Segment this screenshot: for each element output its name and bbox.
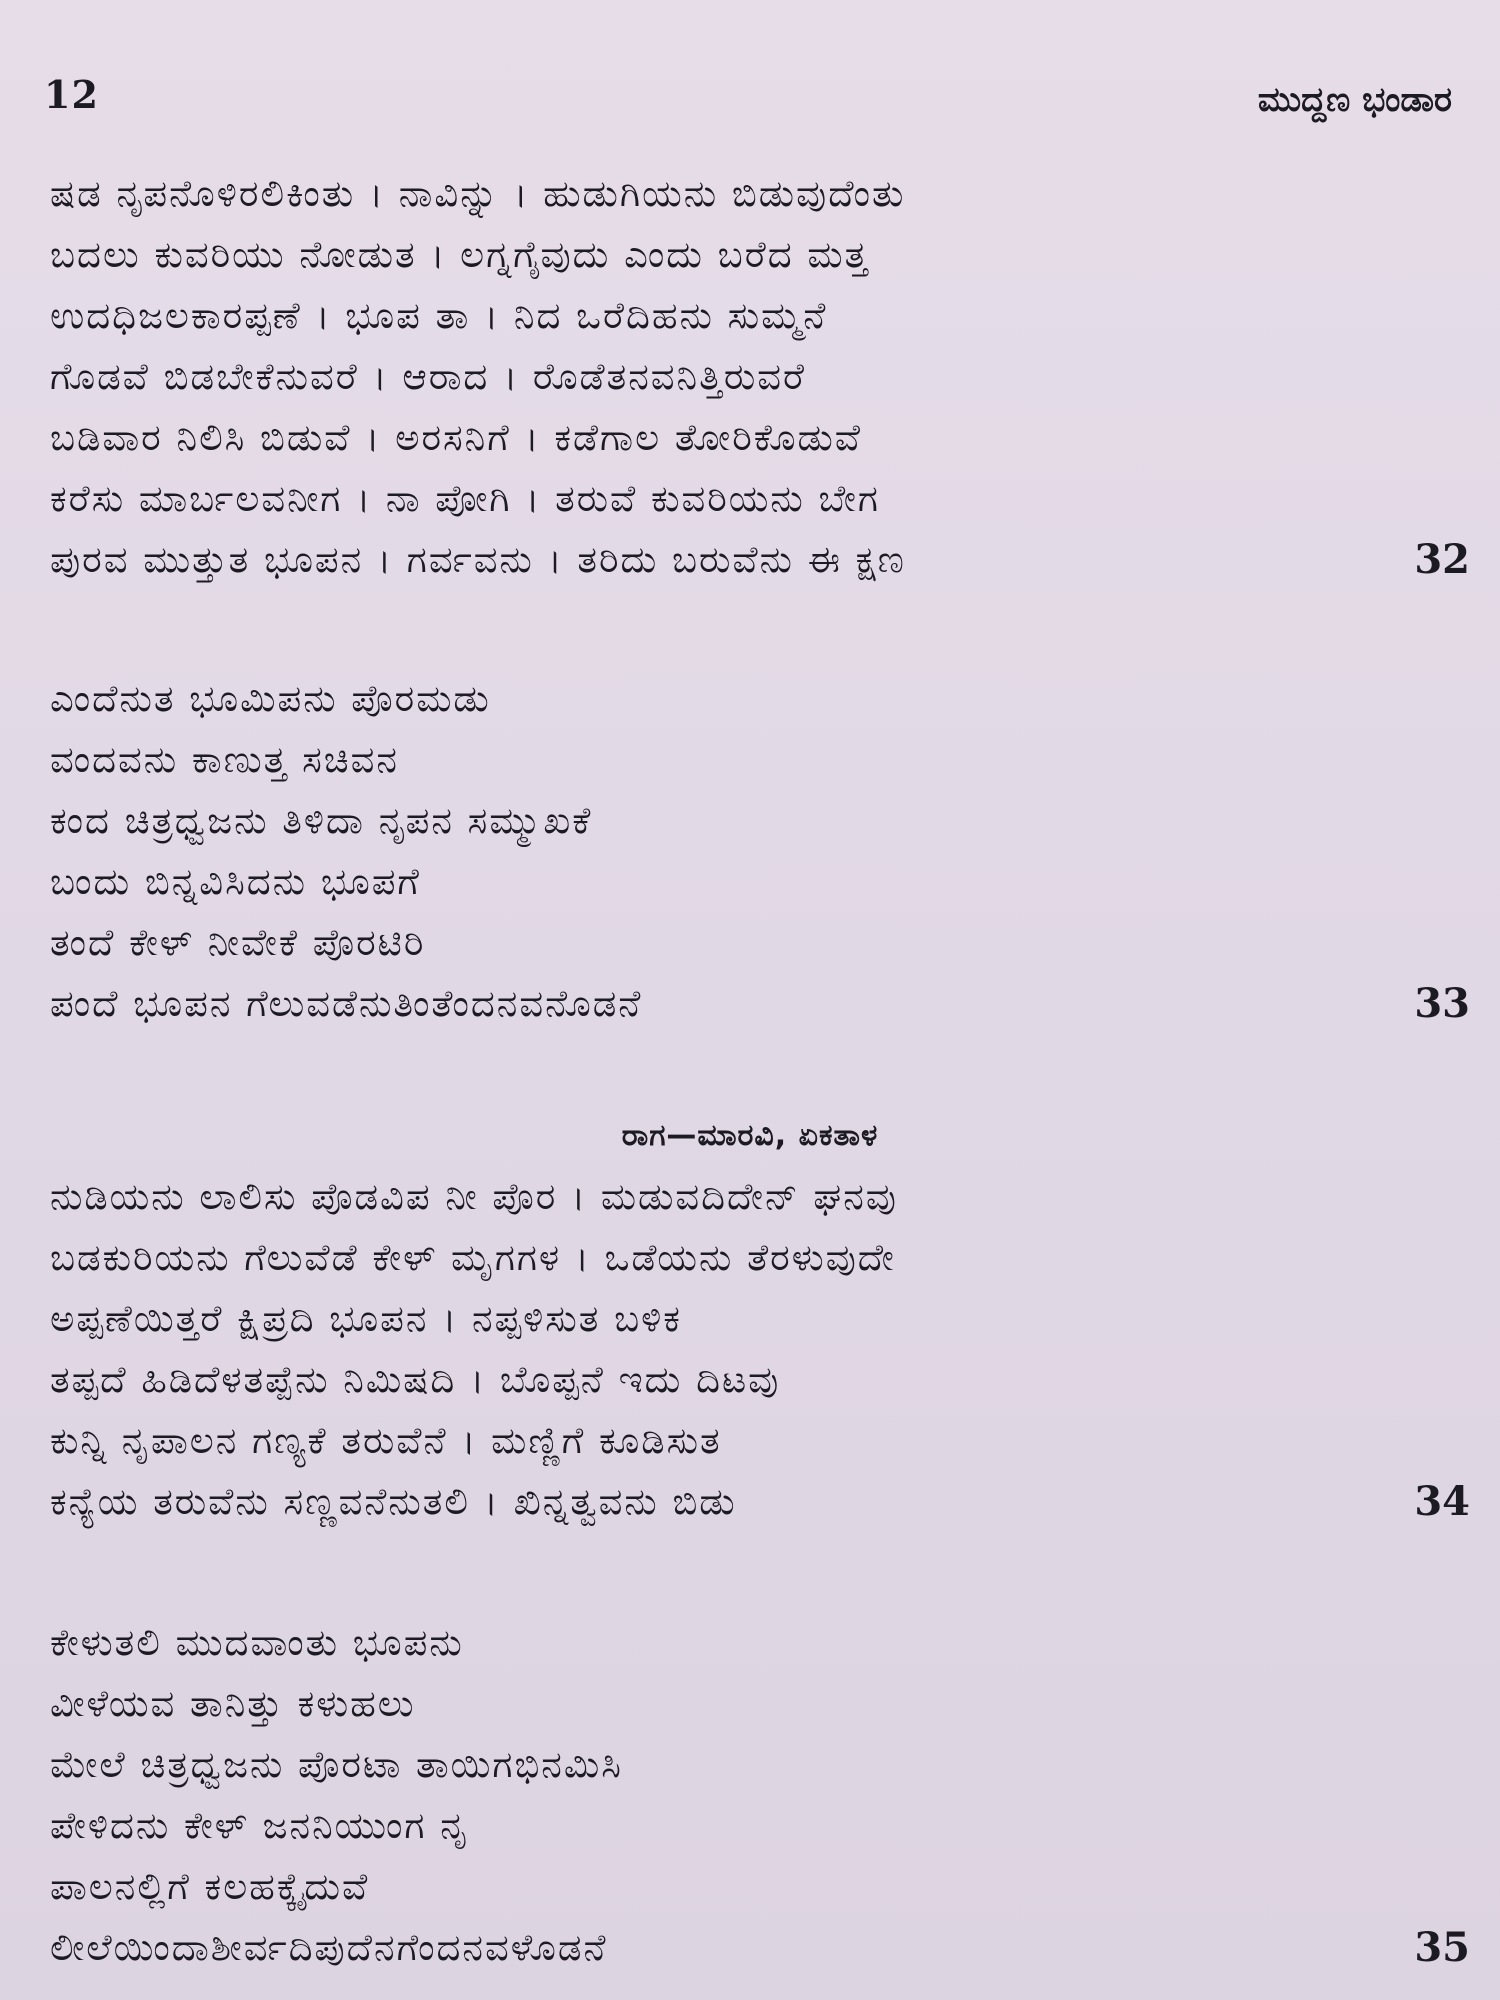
page-number: 12 bbox=[44, 72, 99, 117]
verse-line: ಗೊಡವೆ ಬಿಡಬೇಕೆನುವರೆ । ಆರಾದ । ರೊಡೆತನವನಿತ್ತಿರುವರೆ bbox=[50, 355, 807, 398]
stanza-35 bbox=[50, 1612, 1470, 1978]
verse-line: ಮೇಲೆ ಚಿತ್ರಧ್ವಜನು ಪೊರಟಾ ತಾಯಿಗಭಿನಮಿಸಿ bbox=[50, 1743, 623, 1786]
verse-line: ವಂದವನು ಕಾಣುತ್ತ ಸಚಿವನ bbox=[50, 738, 399, 781]
verse-number: 32 bbox=[1414, 536, 1470, 583]
stanza-33 bbox=[50, 668, 1470, 1034]
verse-line: ತಂದೆ ಕೇಳ್ ನೀವೇಕೆ ಪೊರಟಿರಿ bbox=[50, 921, 426, 964]
verse-number: 35 bbox=[1414, 1924, 1470, 1971]
verse-line: ಕರೆಸು ಮಾರ್ಬಲವನೀಗ । ನಾ ಪೋಗಿ । ತರುವೆ ಕುವರಿಯನು ಬೇಗ bbox=[50, 477, 880, 520]
verse-line: ಎಂದೆನುತ ಭೂಮಿಪನು ಪೊರಮಡು bbox=[50, 677, 491, 720]
verse-line: ಬಂದು ಬಿನ್ನವಿಸಿದನು ಭೂಪಗೆ bbox=[50, 860, 421, 903]
verse-line: ಪಾಲನಲ್ಲಿಗೆ ಕಲಹಕ್ಕೈದುವೆ bbox=[50, 1865, 370, 1908]
verse-line: ಲೀಲೆಯಿಂದಾಶೀರ್ವದಿಪುದೆನಗೆಂದನವಳೊಡನೆ bbox=[50, 1926, 608, 1969]
verse-number: 33 bbox=[1414, 980, 1470, 1027]
verse-line: ತಪ್ಪದೆ ಹಿಡಿದೆಳತಪ್ಪೆನು ನಿಮಿಷದಿ । ಬೊಪ್ಪನೆ ಇದು ದಿಟವು bbox=[50, 1358, 781, 1401]
raga-heading: ರಾಗ—ಮಾರವಿ, ಏಕತಾಳ bbox=[621, 1118, 879, 1153]
verse-line: ಬದಲು ಕುವರಿಯು ನೋಡುತ । ಲಗ್ನಗೈವುದು ಎಂದು ಬರೆದ ಮತ್ತ bbox=[50, 233, 870, 276]
verse-number: 34 bbox=[1414, 1478, 1470, 1525]
verse-line: ಪಂದೆ ಭೂಪನ ಗೆಲುವಡೆನುತಿಂತೆಂದನವನೊಡನೆ bbox=[50, 982, 643, 1025]
verse-line: ಕಂದ ಚಿತ್ರಧ್ವಜನು ತಿಳಿದಾ ನೃಪನ ಸಮ್ಮುಖಕೆ bbox=[50, 799, 593, 842]
stanza-32 bbox=[50, 163, 1470, 590]
verse-line: ಬಡಿವಾರ ನಿಲಿಸಿ ಬಿಡುವೆ । ಅರಸನಿಗೆ । ಕಡೆಗಾಲ ತೋರಿಕೊಡುವೆ bbox=[50, 416, 863, 459]
verse-line: ಪೇಳಿದನು ಕೇಳ್ ಜನನಿಯುಂಗ ನೃ bbox=[50, 1804, 470, 1847]
verse-line: ಕುನ್ನಿ ನೃಪಾಲನ ಗಣ್ಯಕೆ ತರುವೆನೆ । ಮಣ್ಣಿಗೆ ಕೂಡಿಸುತ bbox=[50, 1419, 722, 1462]
verse-line: ನುಡಿಯನು ಲಾಲಿಸು ಪೊಡವಿಪ ನೀ ಪೊರ । ಮಡುವದಿದೇನ್ ಘನವು bbox=[50, 1175, 898, 1218]
verse-line: ವೀಳೆಯವ ತಾನಿತ್ತು ಕಳುಹಲು bbox=[50, 1682, 416, 1725]
stanza-34 bbox=[50, 1166, 1470, 1532]
verse-line: ಉದಧಿಜಲಕಾರಪ್ಪಣೆ । ಭೂಪ ತಾ । ನಿದ ಒರೆದಿಹನು ಸುಮ್ಮನೆ bbox=[50, 294, 828, 337]
running-header-title: ಮುದ್ದಣ ಭಂಡಾರ bbox=[1257, 80, 1452, 120]
verse-line: ಪುರವ ಮುತ್ತುತ ಭೂಪನ । ಗರ್ವವನು । ತರಿದು ಬರುವೆನು ಈ ಕ್ಷಣ bbox=[50, 538, 906, 581]
verse-line: ಕನ್ಯೆಯ ತರುವೆನು ಸಣ್ಣವನೆನುತಲಿ । ಖಿನ್ನತ್ವವನು ಬಿಡು bbox=[50, 1480, 737, 1523]
verse-line: ಷಡ ನೃಪನೊಳಿರಲಿಕಿಂತು । ನಾವಿನ್ನು । ಹುಡುಗಿಯನು ಬಿಡುವುದೆಂತು bbox=[50, 172, 906, 215]
verse-line: ಬಡಕುರಿಯನು ಗೆಲುವೆಡೆ ಕೇಳ್ ಮೃಗಗಳ । ಒಡೆಯನು ತೆರಳುವುದೇ bbox=[50, 1236, 896, 1279]
verse-line: ಅಪ್ಪಣೆಯಿತ್ತರೆ ಕ್ಷಿಪ್ರದಿ ಭೂಪನ । ನಪ್ಪಳಿಸುತ ಬಳಿಕ bbox=[50, 1297, 682, 1340]
verse-line: ಕೇಳುತಲಿ ಮುದವಾಂತು ಭೂಪನು bbox=[50, 1621, 464, 1664]
